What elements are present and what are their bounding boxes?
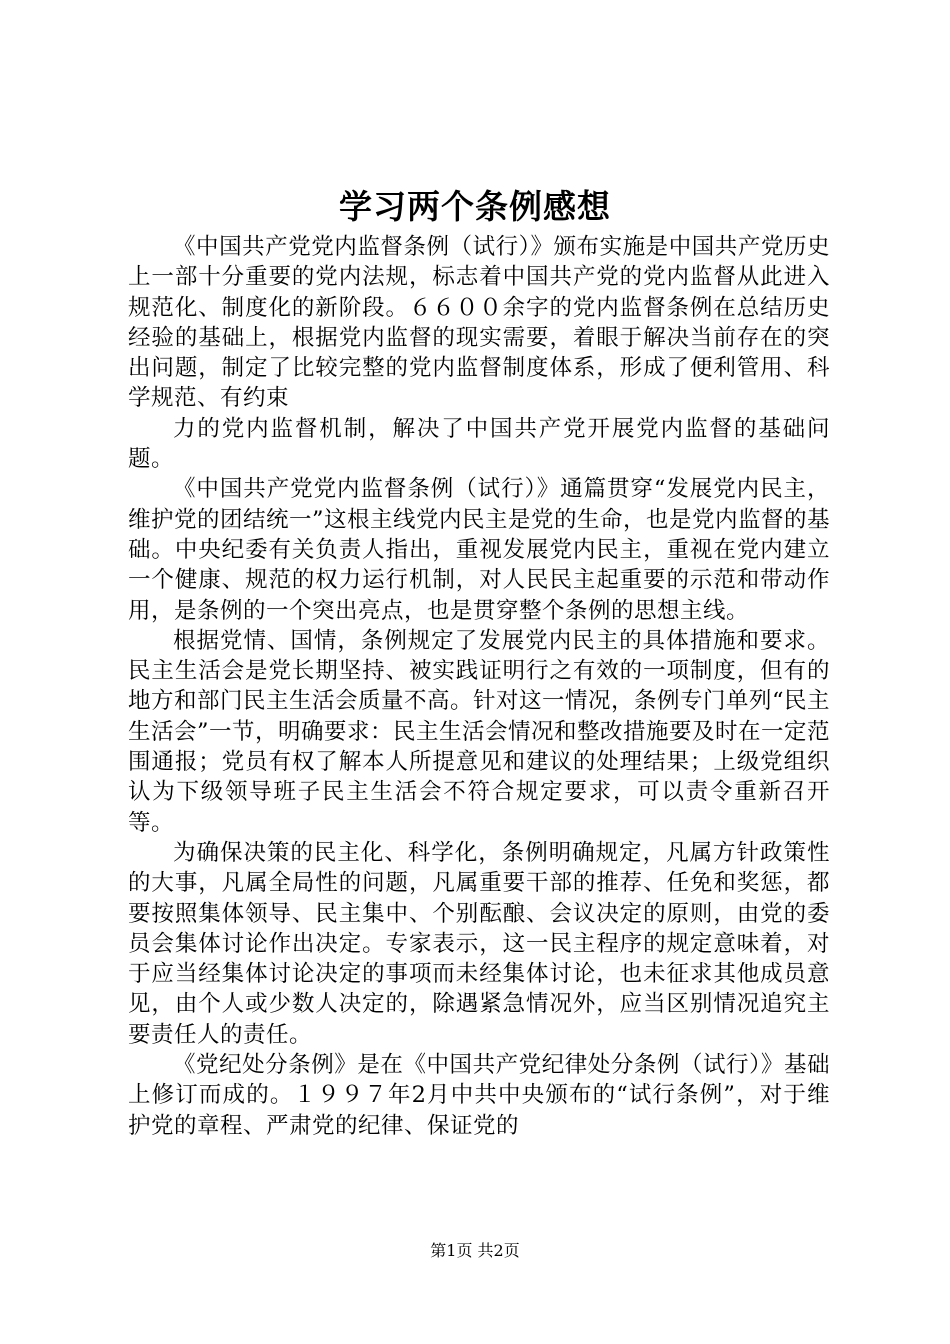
document-body [128, 232, 830, 1141]
paragraph-5: 为确保决策的民主化、科学化，条例明确规定，凡属方针政策性的大事，凡属全局性的问题，凡属重要干部的推荐、任免和奖惩，都要按照集体领导、民主集中、个别酝酿、会议决定的原则，由党的委员会集体讨论作出决定。专家表示，这一民主程序的规定意味着，对于应当经集体讨论决定的事项而未经集体讨论，也未征求其他成员意见，由个人或少数人决定的，除遇紧急情况外，应当区别情况追究主要责任人的责任。 [128, 839, 830, 1048]
paragraph-1: 《中国共产党党内监督条例（试行）》颁布实施是中国共产党历史上一部十分重要的党内法规，标志着中国共产党的党内监督从此进入规范化、制度化的新阶段。６６００余字的党内监督条例在总结历史经验的基础上，根据党内监督的现实需要，着眼于解决当前存在的突出问题，制定了比较完整的党内监督制度体系，形成了便利管用、科学规范、有约束 [128, 234, 830, 412]
paragraph-6: 《党纪处分条例》是在《中国共产党纪律处分条例（试行）》基础上修订而成的。１９９７年2月中共中央颁布的“试行条例”，对于维护党的章程、严肃党的纪律、保证党的 [128, 1052, 830, 1139]
paragraph-3: 《中国共产党党内监督条例（试行）》通篇贯穿“发展党内民主，维护党的团结统一”这根主线党内民主是党的生命，也是党内监督的基础。中央纪委有关负责人指出，重视发展党内民主，重视在党内建立一个健康、规范的权力运行机制，对人民民主起重要的示范和带动作用，是条例的一个突出亮点，也是贯穿整个条例的思想主线。 [128, 476, 831, 624]
page-footer: 第1页 共2页 [430, 1241, 520, 1260]
paragraph-4: 根据党情、国情，条例规定了发展党内民主的具体措施和要求。民主生活会是党长期坚持、被实践证明行之有效的一项制度，但有的地方和部门民主生活会质量不高。针对这一情况，条例专门单列“民主生活会”一节，明确要求：民主生活会情况和整改措施要及时在一定范围通报；党员有权了解本人所提意见和建议的处理结果；上级党组织认为下级领导班子民主生活会不符合规定要求，可以责令重新召开等。 [128, 627, 831, 836]
paragraph-2: 力的党内监督机制，解决了中国共产党开展党内监督的基础问题。 [128, 415, 830, 473]
page-title: 学习两个条例感想 [339, 187, 611, 226]
